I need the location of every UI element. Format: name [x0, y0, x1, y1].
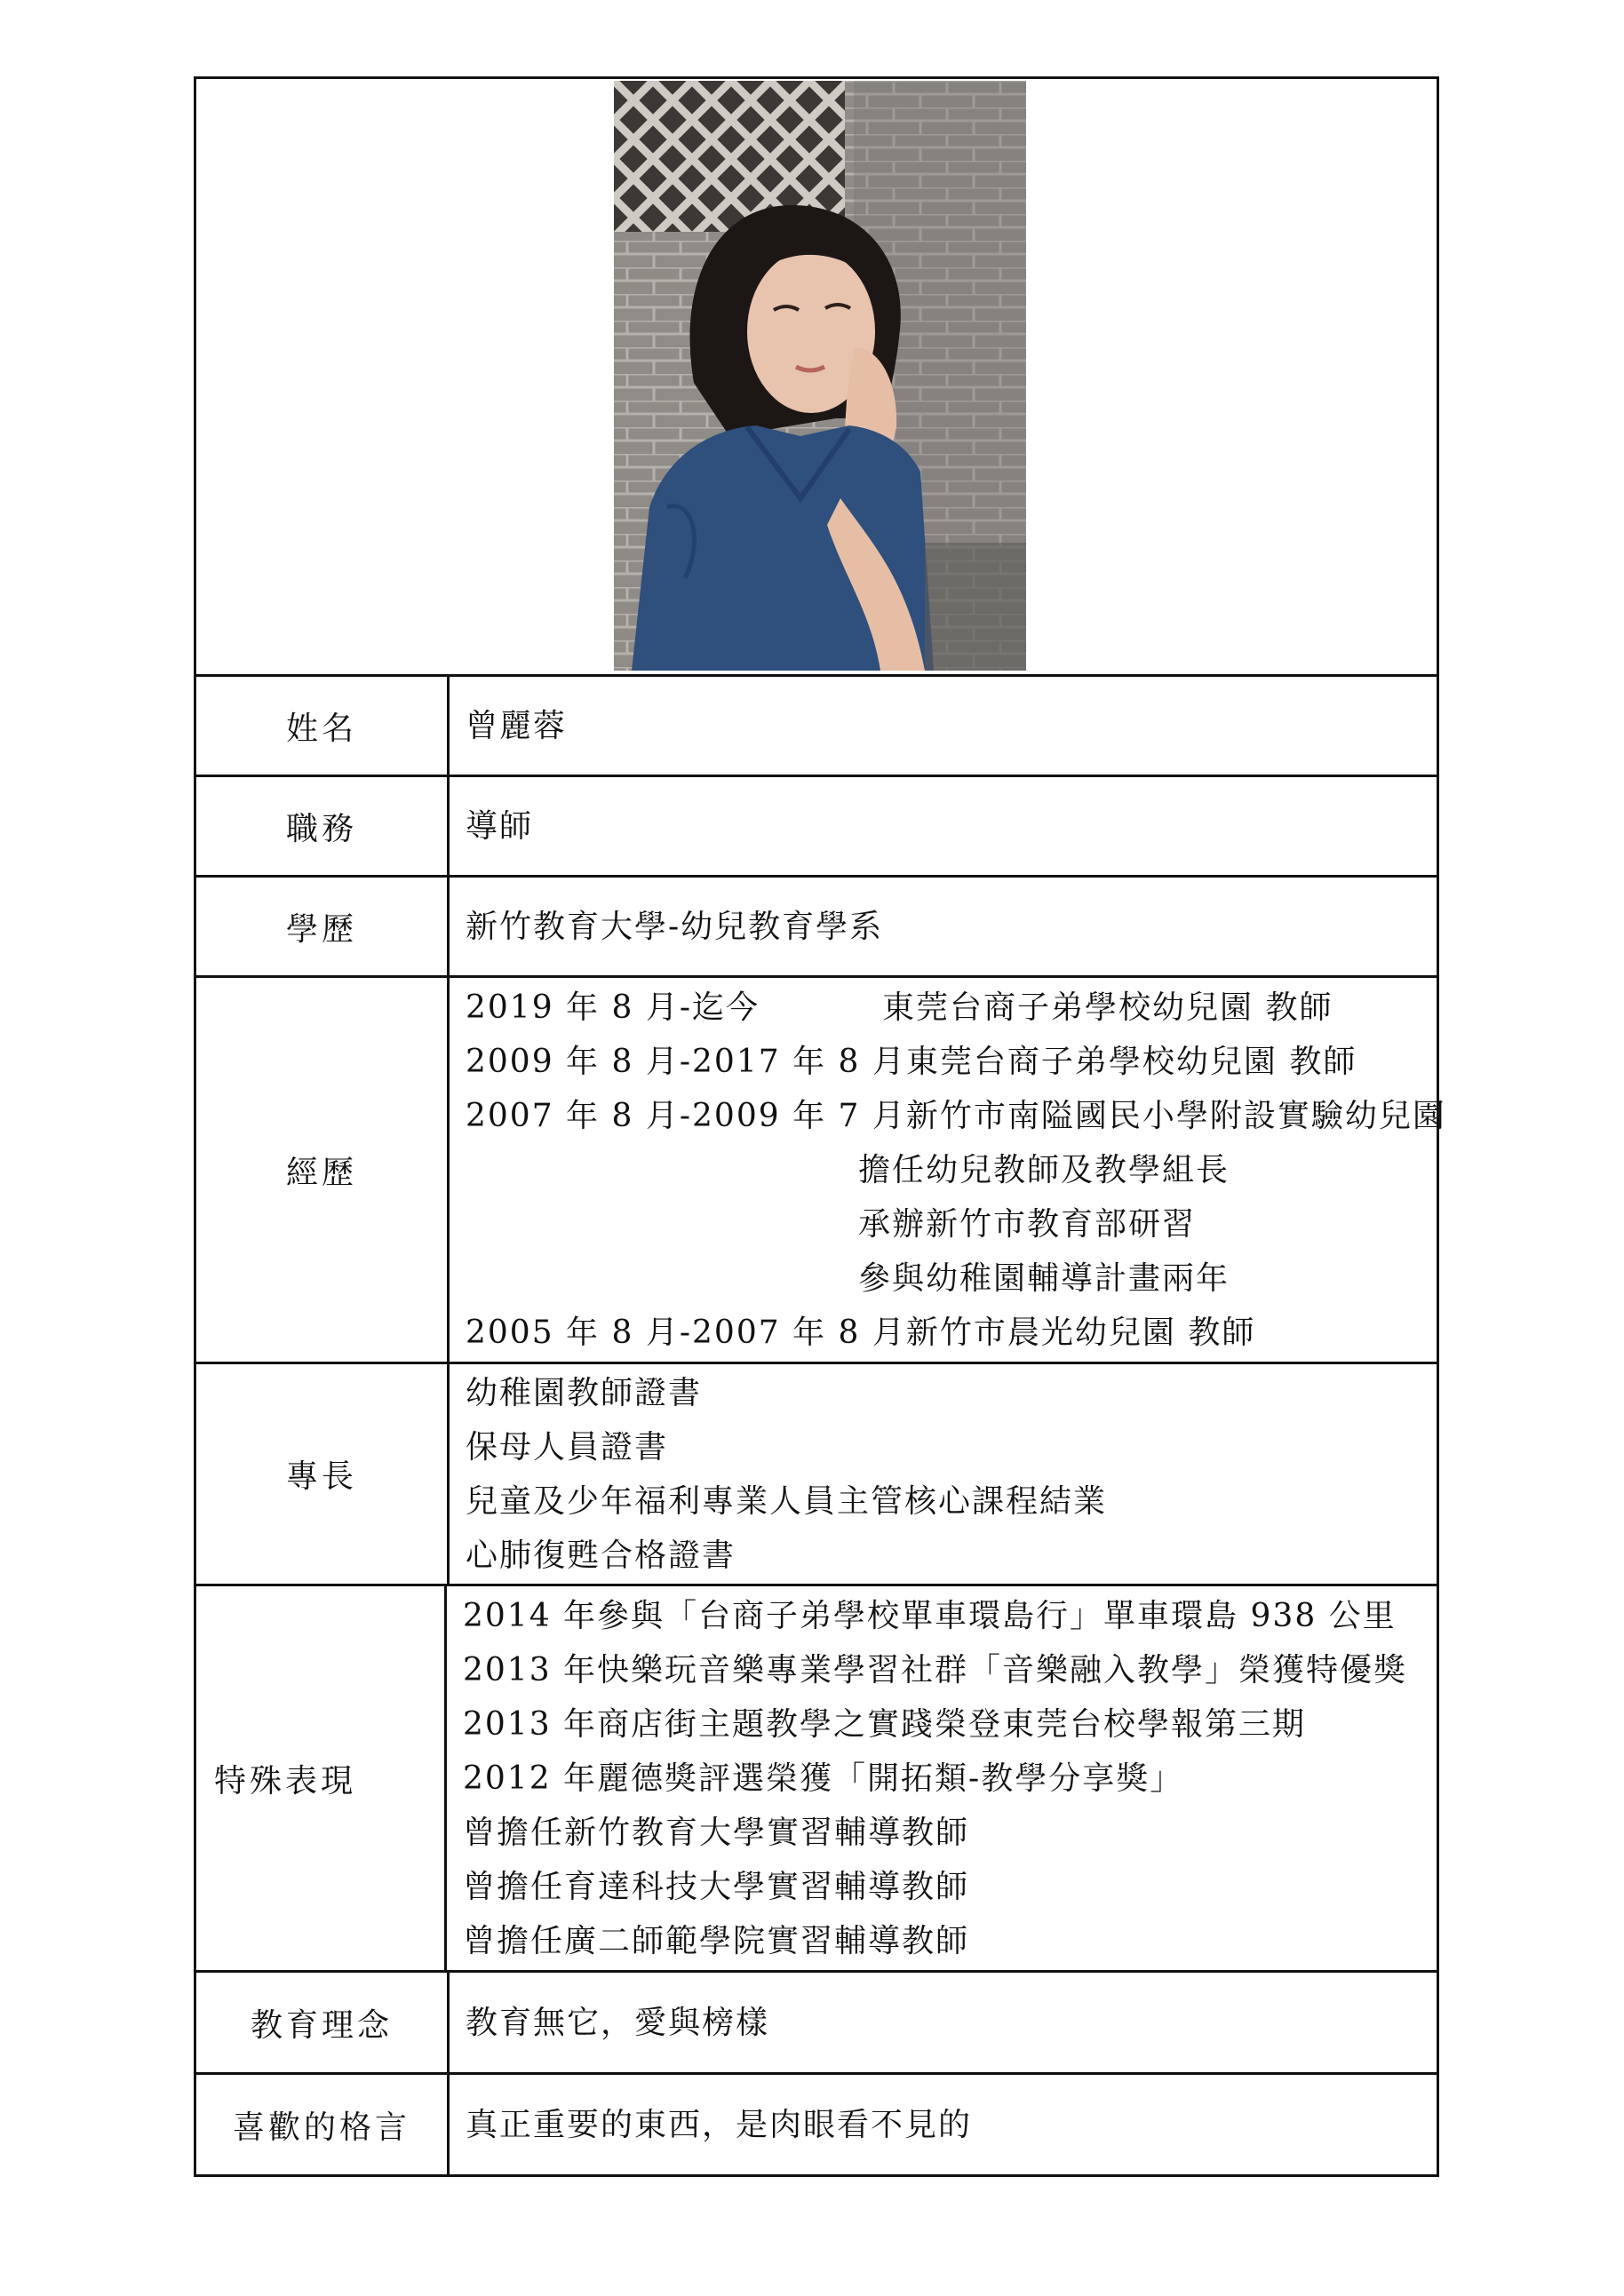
position-value: 導師	[466, 807, 534, 845]
achievement-item: 曾擔任育達科技大學實習輔導教師	[463, 1868, 970, 1905]
position-label: 職務	[196, 777, 450, 875]
experience-item: 2019 年 8 月-迄今 東莞台商子弟學校幼兒園 教師	[466, 989, 1333, 1026]
motto-label: 喜歡的格言	[196, 2075, 450, 2174]
experience-item: 2007 年 8 月-2009 年 7 月新竹市南隘國民小學附設實驗幼兒園	[466, 1097, 1446, 1134]
achievements-list	[447, 1586, 1437, 1970]
profile-table	[194, 76, 1446, 2177]
name-value-cell	[450, 677, 1437, 775]
education-label: 學歷	[196, 878, 450, 975]
skill-item: 保母人員證書	[466, 1428, 669, 1466]
experience-item: 承辦新竹市教育部研習	[858, 1205, 1197, 1243]
motto-value: 真正重要的東西，是肉眼看不見的	[466, 2106, 973, 2143]
motto-value-cell	[450, 2075, 1437, 2174]
philosophy-label: 教育理念	[196, 1973, 450, 2072]
skills-list	[450, 1364, 1437, 1584]
experience-list	[450, 978, 1462, 1362]
achievement-item: 2013 年快樂玩音樂專業學習社群「音樂融入教學」榮獲特優獎	[463, 1651, 1408, 1688]
skill-item: 幼稚園教師證書	[466, 1374, 703, 1411]
row-skills	[196, 1364, 1437, 1586]
row-education	[196, 878, 1437, 978]
name-value: 曾麗蓉	[466, 707, 568, 744]
achievement-item: 曾擔任新竹教育大學實習輔導教師	[463, 1814, 970, 1851]
row-experience	[196, 978, 1446, 1364]
skills-label: 專長	[196, 1364, 450, 1584]
philosophy-value-cell	[450, 1973, 1437, 2072]
row-philosophy	[196, 1973, 1437, 2075]
achievement-item: 曾擔任廣二師範學院實習輔導教師	[463, 1922, 970, 1959]
skill-item: 心肺復甦合格證書	[466, 1537, 736, 1574]
photo-cell	[196, 79, 1437, 677]
achievement-item: 2013 年商店街主題教學之實踐榮登東莞台校學報第三期	[463, 1705, 1307, 1743]
teacher-photo	[614, 81, 1026, 671]
row-name	[196, 677, 1437, 777]
name-label: 姓名	[196, 677, 450, 775]
achievement-item: 2014 年參與「台商子弟學校單車環島行」單車環島 938 公里	[463, 1597, 1397, 1634]
education-value-cell	[450, 878, 1437, 975]
row-motto	[196, 2075, 1437, 2174]
experience-item: 參與幼稚園輔導計畫兩年	[858, 1259, 1230, 1297]
achievement-item: 2012 年麗德獎評選榮獲「開拓類-教學分享獎」	[463, 1760, 1184, 1797]
row-achievements	[196, 1586, 1437, 1973]
position-value-cell	[450, 777, 1437, 875]
achievements-label: 特殊表現	[196, 1586, 447, 1970]
experience-item: 2009 年 8 月-2017 年 8 月東莞台商子弟學校幼兒園 教師	[466, 1043, 1357, 1080]
experience-item: 2005 年 8 月-2007 年 8 月新竹市晨光幼兒園 教師	[466, 1314, 1256, 1351]
education-value: 新竹教育大學-幼兒教育學系	[466, 908, 884, 945]
philosophy-value: 教育無它，愛與榜樣	[466, 2004, 770, 2041]
row-position	[196, 777, 1437, 878]
experience-item: 擔任幼兒教師及教學組長	[858, 1151, 1230, 1188]
skill-item: 兒童及少年福利專業人員主管核心課程結業	[466, 1482, 1108, 1520]
experience-label: 經歷	[196, 978, 450, 1362]
